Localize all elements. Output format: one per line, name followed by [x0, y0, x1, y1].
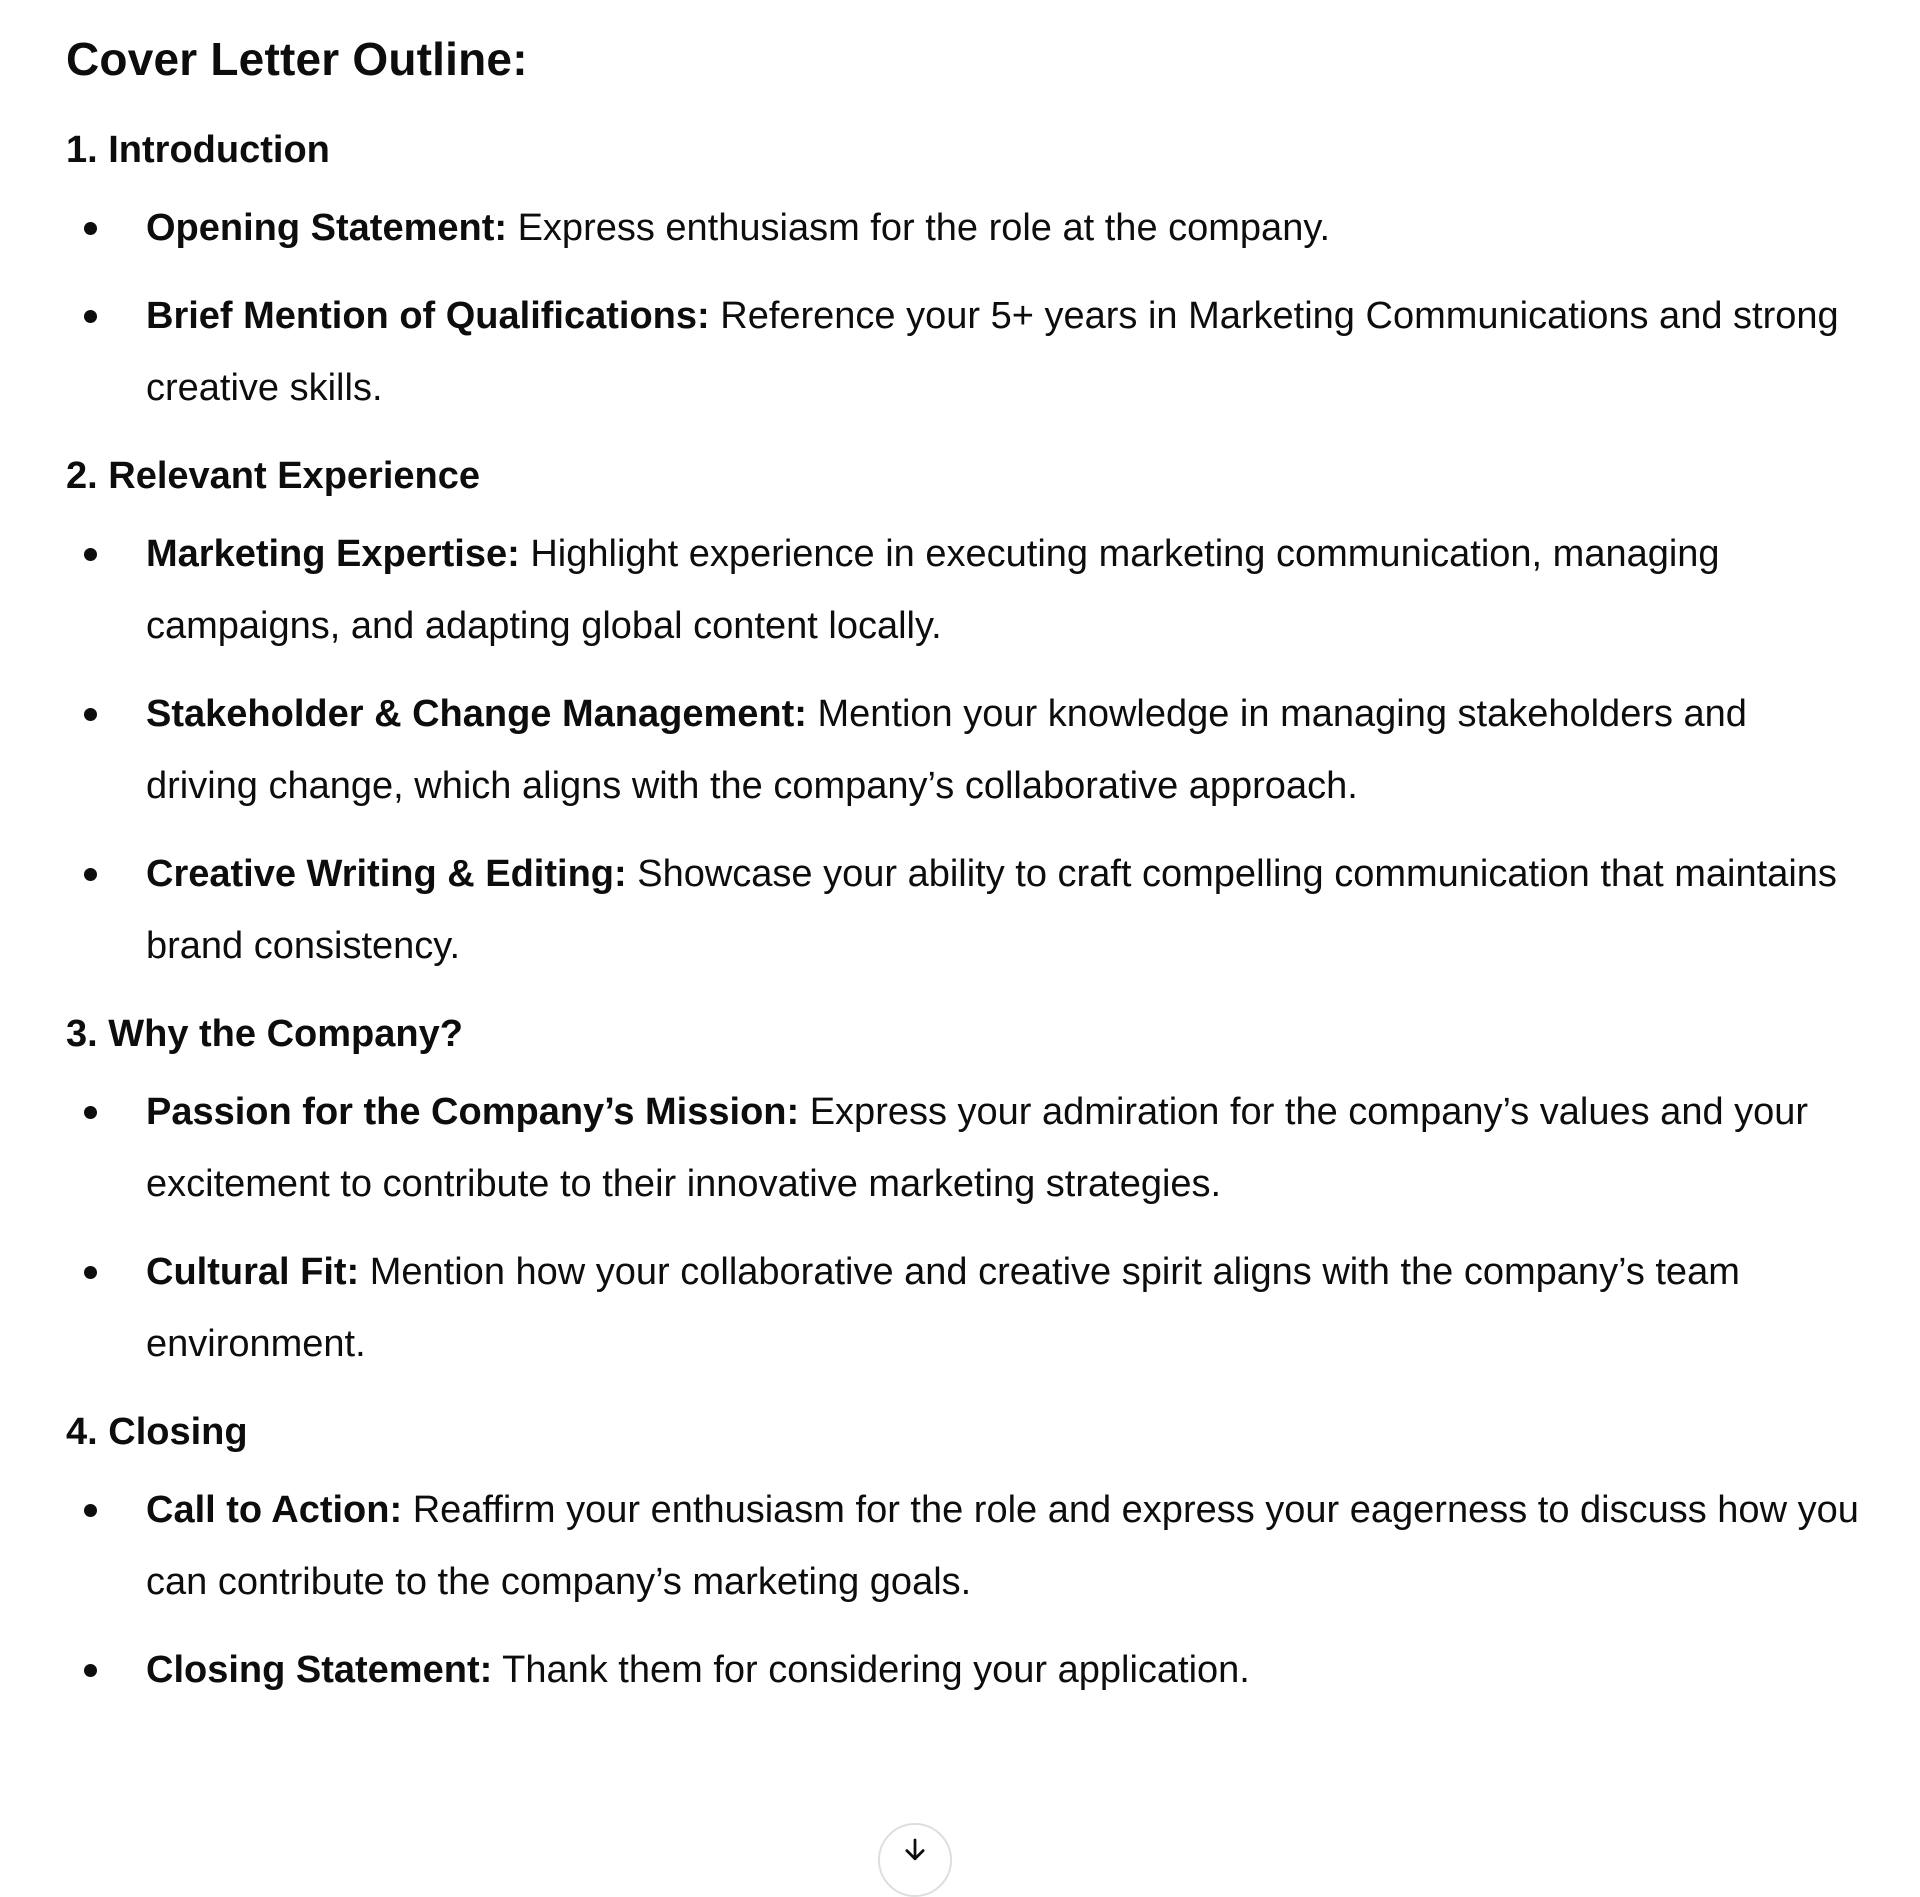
bullet-marker	[84, 1106, 97, 1119]
bullet-list	[66, 192, 1866, 424]
bullet-marker	[84, 1664, 97, 1677]
outline-section-why-the-company	[66, 1008, 1866, 1380]
bullet-text: Express your admiration for the company’s values and your excitement to contribute to their innovative marketing strategies.	[146, 1091, 1809, 1205]
list-item	[66, 678, 1866, 822]
bullet-marker	[84, 548, 97, 561]
list-item	[66, 1474, 1866, 1618]
bullet-list	[66, 518, 1866, 982]
bullet-text: Highlight experience in executing marketing communication, managing campaigns, and adapting global content locally.	[146, 533, 1720, 647]
bullet-list	[66, 1076, 1866, 1380]
outline-section-relevant-experience	[66, 450, 1866, 982]
bullet-text: Reaffirm your enthusiasm for the role and express your eagerness to discuss how you can contribute to the company’s marketing goals.	[146, 1489, 1859, 1603]
bullet-marker	[84, 1266, 97, 1279]
bullet-text: Mention your knowledge in managing stakeholders and driving change, which aligns with the company’s collaborative approach.	[146, 693, 1747, 807]
bullet-list	[66, 1474, 1866, 1706]
bullet-text: Showcase your ability to craft compelling communication that maintains brand consistency.	[146, 853, 1837, 967]
bullet-label: Cultural Fit:	[146, 1251, 360, 1293]
bullet-text: Reference your 5+ years in Marketing Communications and strong creative skills.	[146, 295, 1839, 409]
bullet-marker	[84, 222, 97, 235]
bullet-label: Marketing Expertise:	[146, 533, 520, 575]
outline-title: Cover Letter Outline:	[66, 33, 528, 85]
bullet-label: Stakeholder & Change Management:	[146, 693, 807, 735]
section-heading: 2. Relevant Experience	[66, 455, 480, 497]
section-heading: 1. Introduction	[66, 129, 330, 171]
section-heading: 4. Closing	[66, 1411, 248, 1453]
list-item	[66, 838, 1866, 982]
list-item	[66, 192, 1866, 264]
outline-section-introduction	[66, 124, 1866, 424]
bullet-label: Creative Writing & Editing:	[146, 853, 627, 895]
bullet-text: Express enthusiasm for the role at the company.	[507, 207, 1331, 249]
cover-letter-outline	[66, 28, 1866, 1732]
bullet-label: Passion for the Company’s Mission:	[146, 1091, 800, 1133]
bullet-marker	[84, 310, 97, 323]
bullet-marker	[84, 708, 97, 721]
bullet-label: Opening Statement:	[146, 207, 508, 249]
bullet-label: Closing Statement:	[146, 1649, 493, 1691]
bullet-text: Mention how your collaborative and creative spirit aligns with the company’s team environment.	[146, 1251, 1740, 1365]
list-item	[66, 1076, 1866, 1220]
section-heading: 3. Why the Company?	[66, 1013, 463, 1055]
list-item	[66, 1634, 1866, 1706]
bullet-marker	[84, 1504, 97, 1517]
list-item	[66, 518, 1866, 662]
bullet-text: Thank them for considering your application.	[492, 1649, 1250, 1691]
list-item	[66, 1236, 1866, 1380]
bullet-marker	[84, 868, 97, 881]
scroll-down-button[interactable]	[878, 1823, 952, 1897]
outline-section-closing	[66, 1406, 1866, 1706]
arrow-down-icon	[900, 1835, 930, 1865]
bullet-label: Brief Mention of Qualifications:	[146, 295, 710, 337]
list-item	[66, 280, 1866, 424]
bullet-label: Call to Action:	[146, 1489, 403, 1531]
